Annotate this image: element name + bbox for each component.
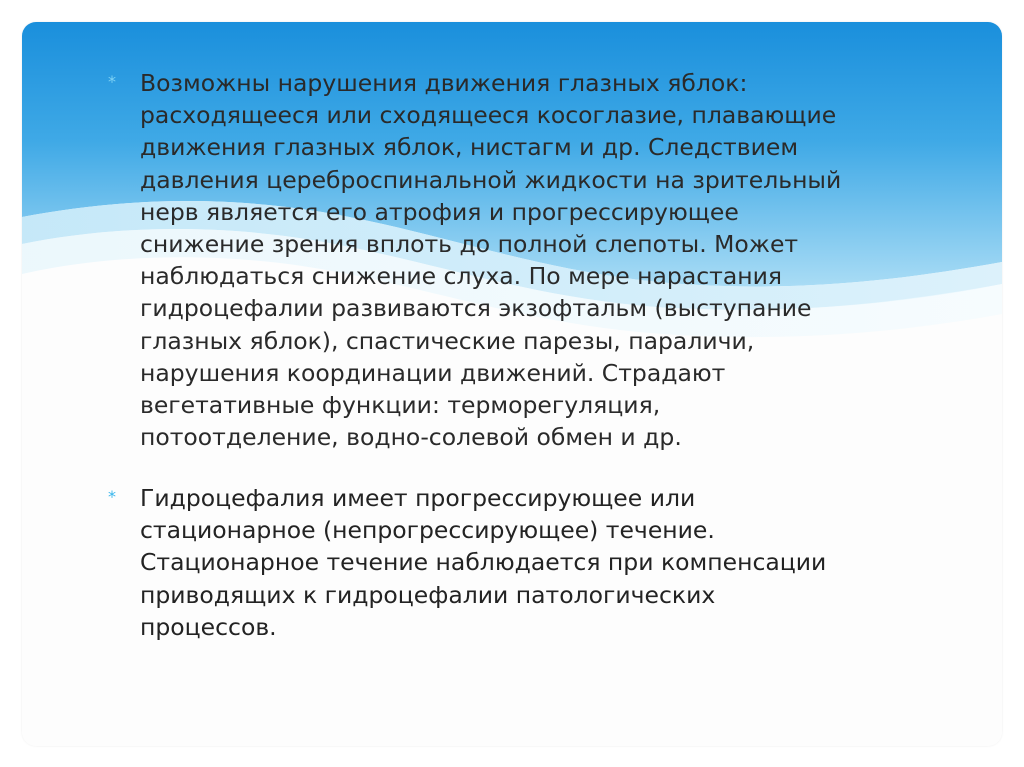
slide — [22, 22, 1002, 746]
bullet-marker: * — [108, 487, 116, 506]
slide-content — [22, 22, 1002, 746]
bullet-marker: * — [108, 72, 116, 91]
paragraph-hydrocephalus-course: Гидроцефалия имеет прогрессирующее или стационарное (непрогрессирующее) течение. Стационарное течение наблюдается при компенсации приводящих к гидроцефалии патологических процессов. — [140, 484, 827, 641]
paragraph-eye-movement: Возможны нарушения движения глазных яблок: расходящееся или сходящееся косоглазие, плавающие движения глазных яблок, нистагм и др. Следствием давления цереброспинальной жидкости на зрительный нерв является его атрофия и прогрессирующее снижение зрения вплоть до полной слепоты. Может наблюдаться снижение слуха. По мере нарастания гидроцефалии развиваются экзофтальм (выступание глазных яблок), спастические парезы, параличи, нарушения координации движений. Страдают вегетативные функции: терморегуляция, потоотделение, водно-солевой обмен и др. — [140, 69, 842, 452]
